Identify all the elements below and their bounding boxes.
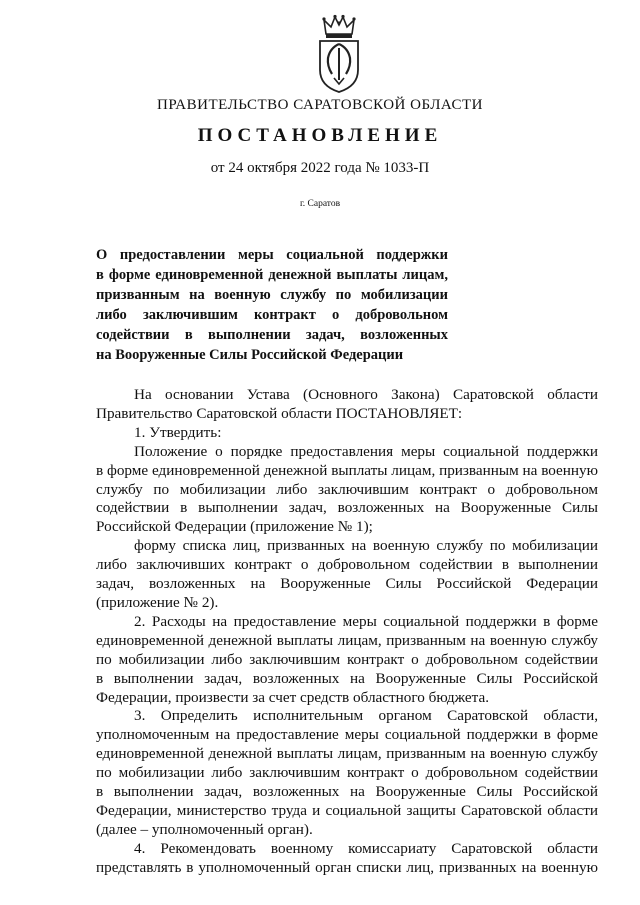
body-line: На основании Устава (Основного Закона) Саратовской области bbox=[134, 386, 598, 403]
body-line: 4. Рекомендовать военному комиссариату Саратовской области bbox=[134, 839, 598, 857]
subject-line: на Вооруженные Силы Российской Федерации bbox=[96, 347, 404, 363]
body-line: в форме единовременной денежной выплаты лицам, призванным на военную bbox=[96, 461, 598, 479]
body-line: представлять в уполномоченный орган списки лиц, призванных на военную bbox=[96, 858, 598, 876]
document-city: г. Саратов bbox=[299, 199, 341, 209]
coat-of-arms-icon bbox=[314, 14, 364, 94]
document-type: ПОСТАНОВЛЕНИЕ bbox=[197, 125, 443, 146]
body-line: содействии в выполнении задач, возложенных на Вооруженные Силы bbox=[96, 499, 598, 517]
body-line: Российской Федерации (приложение № 1); bbox=[96, 518, 373, 536]
body-line: (приложение № 2). bbox=[96, 593, 219, 611]
body-line: Федерации, министерство труда и социальной защиты Саратовской области bbox=[96, 801, 598, 819]
body-line: Правительство Саратовской области ПОСТАНОВЛЯЕТ: bbox=[96, 404, 463, 422]
subject-line: призванным на военную службу по мобилизации bbox=[96, 287, 448, 303]
body-line: 2. Расходы на предоставление меры социальной поддержки в форме bbox=[134, 612, 598, 630]
body-line: 3. Определить исполнительным органом Саратовской области, bbox=[134, 707, 598, 725]
body-line: единовременной денежной выплаты лицам, призванным на военную службу bbox=[96, 745, 598, 763]
body-line: Положение о порядке предоставления меры социальной поддержки bbox=[134, 442, 598, 460]
subject-line: в форме единовременной денежной выплаты лицам, bbox=[96, 267, 448, 283]
body-line: по мобилизации либо заключившим контракт о добровольном содействии bbox=[96, 764, 598, 782]
body-line: форму списка лиц, призванных на военную службу по мобилизации bbox=[134, 537, 598, 555]
body-line: уполномоченным на предоставление меры социальной поддержки в форме bbox=[96, 726, 598, 744]
document-body bbox=[96, 386, 598, 878]
body-line: службу по мобилизации либо заключившим контракт о добровольном bbox=[96, 480, 598, 498]
body-line: по мобилизации либо заключившим контракт о добровольном содействии bbox=[96, 650, 598, 668]
body-line: в выполнении задач, возложенных на Вооруженные Силы Российской bbox=[96, 783, 598, 801]
body-line: 1. Утвердить: bbox=[134, 423, 222, 441]
subject-line: содействии в выполнении задач, возложенных bbox=[96, 327, 448, 343]
document-subject bbox=[96, 245, 448, 365]
body-line: (далее – уполномоченный орган). bbox=[96, 820, 313, 838]
body-line: либо заключивших контракт о добровольном содействии в выполнении bbox=[96, 556, 598, 574]
body-line: единовременной денежной выплаты лицам, призванным на военную службу bbox=[96, 631, 598, 649]
document-date-number: от 24 октября 2022 года № 1033-П bbox=[210, 160, 430, 176]
subject-line: либо заключившим контракт о добровольном bbox=[96, 307, 448, 323]
subject-line: О предоставлении меры социальной поддержки bbox=[96, 247, 448, 263]
body-line: в выполнении задач, возложенных на Вооруженные Силы Российской bbox=[96, 669, 598, 687]
government-title: ПРАВИТЕЛЬСТВО САРАТОВСКОЙ ОБЛАСТИ bbox=[157, 97, 483, 113]
body-line: задач, возложенных на Вооруженные Силы Российской Федерации bbox=[96, 575, 598, 593]
body-line: Федерации, произвести за счет средств областного бюджета. bbox=[96, 688, 490, 706]
